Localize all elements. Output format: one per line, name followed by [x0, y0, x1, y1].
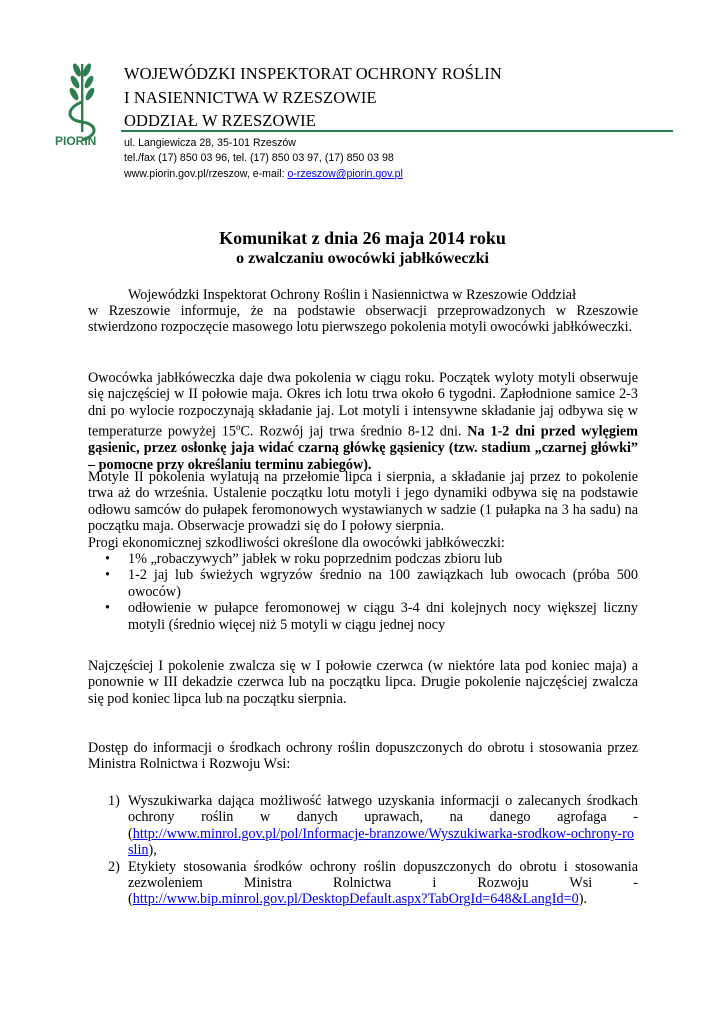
control-timing-paragraph: Najczęściej I pokolenie zwalcza się w I połowie czerwca (w niektóre lata pod koniec maja) a ponownie w III dekadzie czerwca lub na początku lipca. Drugie pokolenie najczęściej zwalcza się pod koniec lipca lub na początku sierpnia.: [88, 658, 638, 707]
list-item: • 1% „robaczywych” jabłek w roku poprzednim podczas zbioru lub: [105, 551, 503, 567]
phone-numbers: tel./fax (17) 850 03 96, tel. (17) 850 03 97, (17) 850 03 98: [124, 152, 394, 164]
org-name-line2: I NASIENNICTWA W RZESZOWIE: [124, 88, 377, 107]
biology-paragraph: Owocówka jabłkóweczka daje dwa pokolenia w ciągu roku. Początek wyloty motyli obserwuje się najczęściej w II połowie maja. Okres ich lotu trwa około 6 tygodni. Zapłodnione samice 2-3 dni po wylocie rozpoczynają składanie jaj. Lot motyli i intensywne składanie jaj odbywa się w temperaturze powyżej 15$^o$C. Rozwój jaj trwa średnio 8-12 dni. Na 1-2 dni przed wylęgiem gąsienic, przez osłonkę jaja widać czarną główkę gąsienicy (tzw. stadium „czarnej główki” – pomocne przy określaniu terminu zabiegów).: [88, 370, 639, 473]
list-item: 1) Wyszukiwarka dająca możliwość łatwego uzyskania informacji o zalecanych środkach ochrony roślin w danych uprawach, na danego agrofaga - (http://www.minrol.gov.pl/pol/Informacje-branzowe/Wyszukiwarka-srodkow-ochrony-roslin),: [108, 793, 638, 859]
list-item: • odłowienie w pułapce feromonowej w ciągu 3-4 dni kolejnych nocy większej liczny motyli (średnio więcej niż 5 motyli w ciągu jednej nocy: [105, 600, 638, 633]
thresholds-intro: Progi ekonomicznej szkodliwości określone dla owocówki jabłkóweczki:: [88, 535, 505, 551]
intro-paragraph: w Rzeszowie informuje, że na podstawie obserwacji przeprowadzonych w Rzeszowie stwierdzono rozpoczęcie masowego lotu pierwszego pokolenia motyli owocówki jabłkóweczki.: [88, 303, 638, 336]
thresholds-list: [88, 551, 638, 633]
header-rule: [121, 130, 673, 132]
search-engine-link[interactable]: http://www.minrol.gov.pl/pol/Informacje-branzowe/Wyszukiwarka-srodkow-ochrony-roslin: [128, 825, 634, 859]
page-title: Komunikat z dnia 26 maja 2014 roku: [219, 228, 506, 248]
contact-line: [124, 168, 403, 180]
page-subtitle: o zwalczaniu owocówki jabłkóweczki: [236, 250, 489, 267]
website: www.piorin.gov.pl/rzeszow, e-mail:: [124, 168, 288, 180]
org-name-line1: WOJEWÓDZKI INSPEKTORAT OCHRONY ROŚLIN: [124, 64, 502, 83]
second-generation-paragraph: Motyle II pokolenia wylatują na przełomie lipca i sierpnia, a składanie jaj przez to pokolenie trwa aż do września. Ustalenie początku lotu motyli i jego dynamiki odbywa się na podstawie odłowu samców do pułapek feromonowych wystawianych w sadzie (1 pułapka na 3 ha sadu) na początku maja. Obserwacje prowadzi się do I połowy sierpnia.: [88, 469, 638, 535]
resources-list: [88, 793, 638, 908]
logo-text: PIORIN: [55, 134, 97, 148]
address: ul. Langiewicza 28, 35-101 Rzeszów: [124, 137, 296, 149]
key-stage-note: Na 1-2 dni przed wylęgiem gąsienic, przez osłonkę jaja widać czarną główkę gąsienicy (tzw. stadium „czarnej główki” – pomocne przy określaniu terminu zabiegów).: [88, 423, 639, 473]
list-item: • 1-2 jaj lub świeżych wgryzów średnio na 100 zawiązkach lub owocach (próba 500 owoców): [105, 567, 638, 600]
list-item: 2) Etykiety stosowania środków ochrony roślin dopuszczonych do obrotu i stosowania zezwoleniem Ministra Rolnictwa i Rozwoju Wsi - (http://www.bip.minrol.gov.pl/DesktopDefault.aspx?TabOrgId=648&LangId=0).: [108, 858, 638, 908]
intro-first-line: Wojewódzki Inspektorat Ochrony Roślin i Nasiennictwa w Rzeszowie Oddział: [128, 287, 577, 303]
access-info-paragraph: Dostęp do informacji o środkach ochrony roślin dopuszczonych do obrotu i stosowania przez Ministra Rolnictwa i Rozwoju Wsi:: [88, 740, 638, 773]
org-name-line3: ODDZIAŁ W RZESZOWIE: [124, 111, 316, 130]
labels-link[interactable]: http://www.bip.minrol.gov.pl/DesktopDefault.aspx?TabOrgId=648&LangId=0: [132, 891, 579, 908]
email-link[interactable]: o-rzeszow@piorin.gov.pl: [287, 168, 403, 180]
